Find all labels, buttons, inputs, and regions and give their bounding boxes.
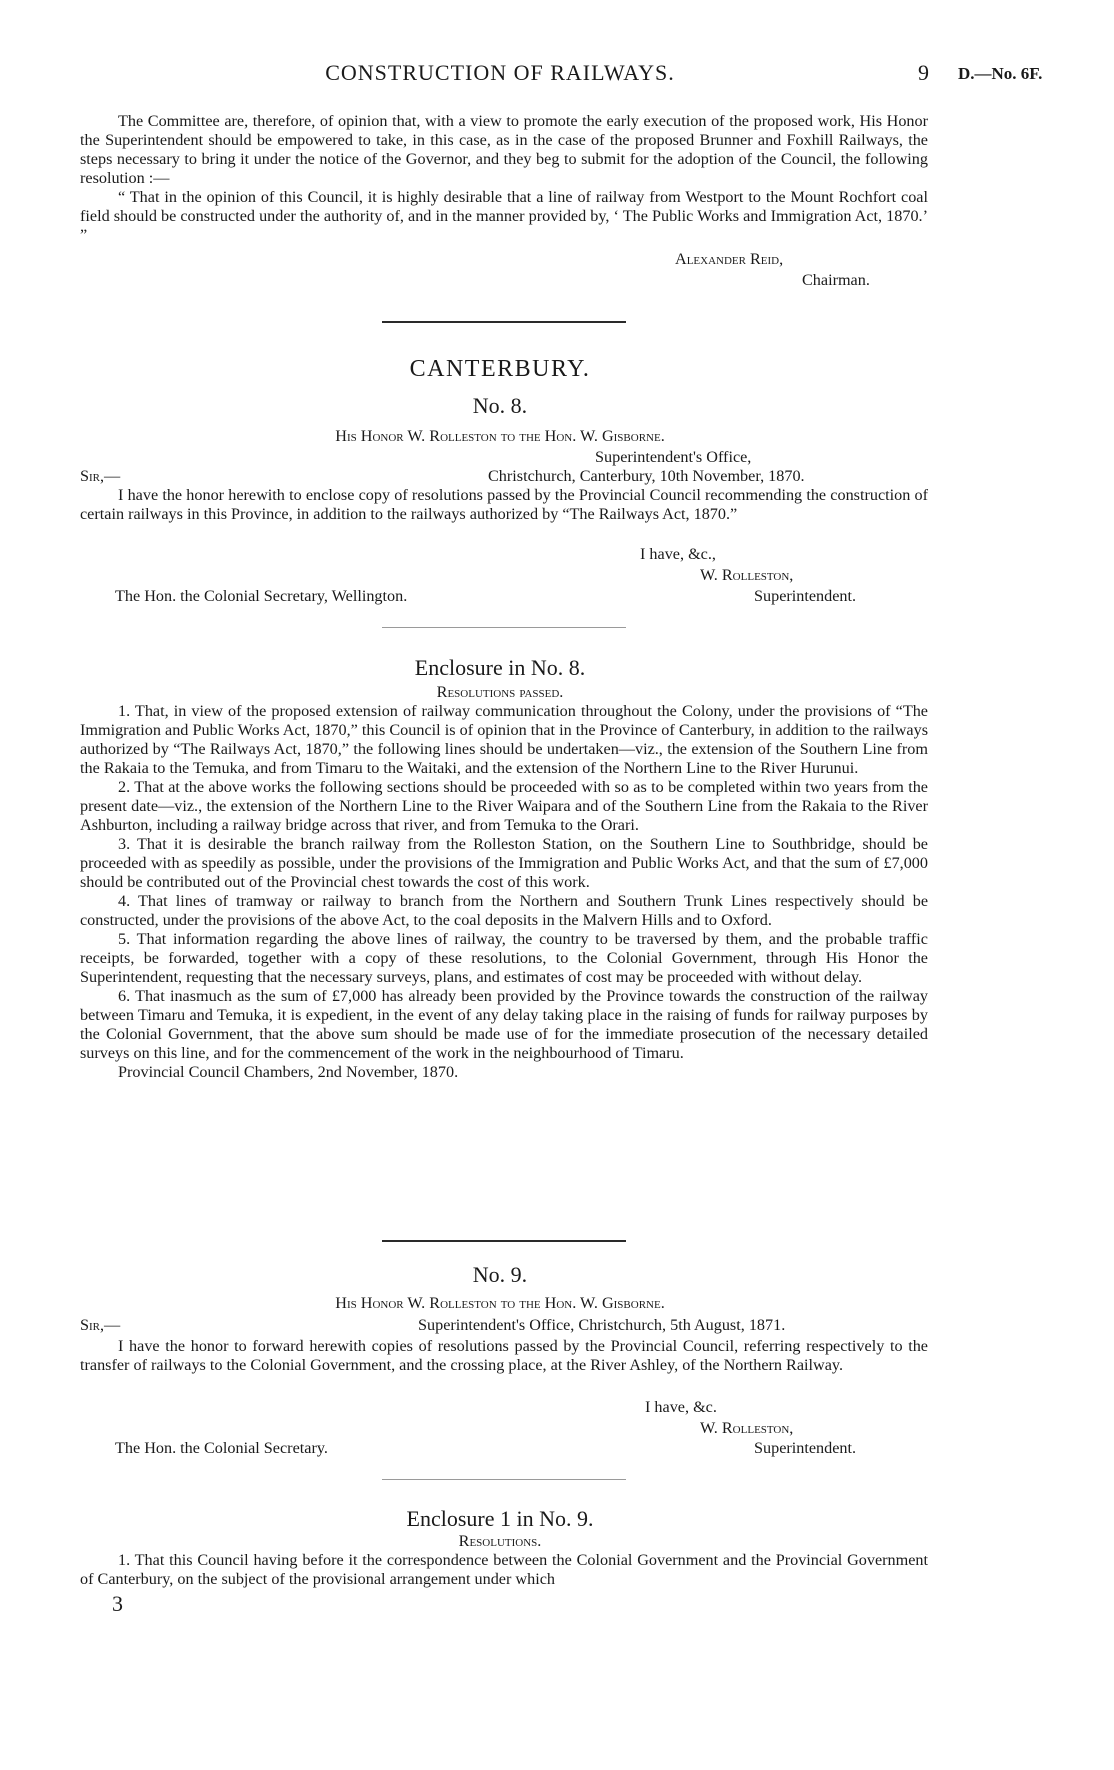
committee-opinion-block (80, 112, 928, 245)
section-divider (382, 1479, 626, 1480)
enclosure-8-title: Enclosure in No. 8. (414, 655, 586, 680)
section-divider (382, 1240, 626, 1242)
resolution-quote-paragraph: “ That in the opinion of this Council, it is highly desirable that a line of railway from Westport to the Mount Rochfort coal field should be constructed under the authority of, and in the manner provided by, ‘ The Public Works and Immigration Act, 1870.’ ” (80, 188, 928, 244)
section-title-canterbury: CANTERBURY. (409, 356, 591, 382)
letter-8-closing: I have, &c., (640, 545, 716, 563)
letter-9-signer-title: Superintendent. (754, 1439, 857, 1457)
enclosure-8-resolutions (80, 702, 928, 1082)
enclosure-8-footer: Provincial Council Chambers, 2nd November, 1870. (118, 1063, 459, 1081)
letter-9-closing: I have, &c. (645, 1398, 717, 1416)
resolution-item: 1. That, in view of the proposed extension of railway communication throughout the Colony, under the provisions of “The Immigration and Public Works Act, 1870,” this Council is of opinion that in the Province of Canterbury, in addition to the railways authorized by “The Railways Act, 1870,” the following lines should be undertaken—viz., the extension of the Southern Line from the Rakaia to the Temuka, and from Timaru to the Waitaki, and the extension of the Northern Line to the River Hurunui. (80, 702, 928, 777)
chairman-signature: Alexander Reid, (675, 250, 784, 268)
document-reference: D.—No. 6F. (958, 64, 1043, 83)
letter-9-signer: W. Rolleston, (700, 1419, 794, 1437)
letter-number-9: No. 9. (472, 1262, 528, 1287)
letter-9-salutation: Sir,— (80, 1316, 121, 1334)
letter-8-from-to: His Honor W. Rolleston to the Hon. W. Gisborne. (335, 427, 665, 445)
resolution-item: 3. That it is desirable the branch railway from the Rolleston Station, on the Southern Line to Southbridge, should be proceeded with as speedily as possible, under the provisions of the Immigration and Public Works Act, and that the sum of £7,000 should be contributed out of the Provincial chest towards the cost of this work. (80, 835, 928, 891)
resolution-item: 5. That information regarding the above lines of railway, the country to be traversed by them, and the probable traffic receipts, be forwarded, together with a copy of these resolutions, to the Colonial Government, through His Honor the Superintendent, requesting that the necessary surveys, plans, and estimates of cost may be proceeded with without delay. (80, 930, 928, 986)
letter-8-body: I have the honor herewith to enclose copy of resolutions passed by the Provincial Council recommending the construction of certain railways in this Province, in addition to the railways authorized by “The Railways Act, 1870.” (80, 486, 928, 523)
page-number: 9 (918, 60, 929, 85)
letter-9-body: I have the honor to forward herewith copies of resolutions passed by the Provincial Council, referring respectively to the transfer of railways to the Colonial Government, and the crossing place, at the River Ashley, of the Northern Railway. (80, 1337, 928, 1374)
section-divider (382, 321, 626, 323)
letter-8-body-block (80, 486, 928, 524)
enclosure-9-title: Enclosure 1 in No. 9. (406, 1506, 594, 1531)
letter-9-date: Superintendent's Office, Christchurch, 5th August, 1871. (418, 1316, 786, 1334)
signature-mark: 3 (112, 1591, 123, 1616)
enclosure-9-subtitle: Resolutions. (458, 1532, 542, 1550)
letter-9-body-block (80, 1337, 928, 1375)
letter-number-8: No. 8. (472, 393, 528, 418)
enclosure-9-resolutions (80, 1551, 928, 1589)
letter-9-from-to: His Honor W. Rolleston to the Hon. W. Gisborne. (335, 1294, 665, 1312)
resolution-item: 4. That lines of tramway or railway to branch from the Northern and Southern Trunk Lines respectively should be constructed, under the provisions of the above Act, to the coal deposits in the Malvern Hills and to Oxford. (80, 892, 928, 929)
chairman-title: Chairman. (802, 271, 870, 289)
section-divider (382, 627, 626, 628)
letter-8-office: Superintendent's Office, (595, 448, 752, 466)
resolution-item: 2. That at the above works the following sections should be proceeded with so as to be completed within two years from the present date—viz., the extension of the Northern Line to the River Waipara and of the Southern Line from the Rakaia to the River Ashburton, including a railway bridge across that river, and from Temuka to the Orari. (80, 778, 928, 834)
letter-8-salutation: Sir,— (80, 467, 121, 485)
committee-opinion-paragraph: The Committee are, therefore, of opinion that, with a view to promote the early execution of the proposed work, His Honor the Superintendent should be empowered to take, in this case, as in the case of the proposed Brunner and Foxhill Railways, the steps necessary to bring it under the notice of the Governor, and they beg to submit for the adoption of the Council, the following resolution :— (80, 112, 928, 187)
enclosure-8-subtitle: Resolutions passed. (436, 683, 564, 701)
letter-8-date: Christchurch, Canterbury, 10th November, 1870. (488, 467, 805, 485)
resolution-item: 1. That this Council having before it the correspondence between the Colonial Government and the Provincial Government of Canterbury, on the subject of the provisional arrangement under which (80, 1551, 928, 1588)
resolution-item: 6. That inasmuch as the sum of £7,000 has already been provided by the Province towards the construction of the railway between Timaru and Temuka, it is expedient, in the event of any delay taking place in the raising of funds for railway purposes by the Colonial Government, that the above sum should be made use of for the immediate prosecution of the necessary detailed surveys on this line, and for the commencement of the work in the neighbourhood of Timaru. (80, 987, 928, 1062)
page-header-title: CONSTRUCTION OF RAILWAYS. (325, 60, 675, 85)
letter-8-signer: W. Rolleston, (700, 566, 794, 584)
letter-8-addressee: The Hon. the Colonial Secretary, Wellington. (115, 587, 408, 605)
letter-9-addressee: The Hon. the Colonial Secretary. (115, 1439, 328, 1457)
letter-8-signer-title: Superintendent. (754, 587, 857, 605)
